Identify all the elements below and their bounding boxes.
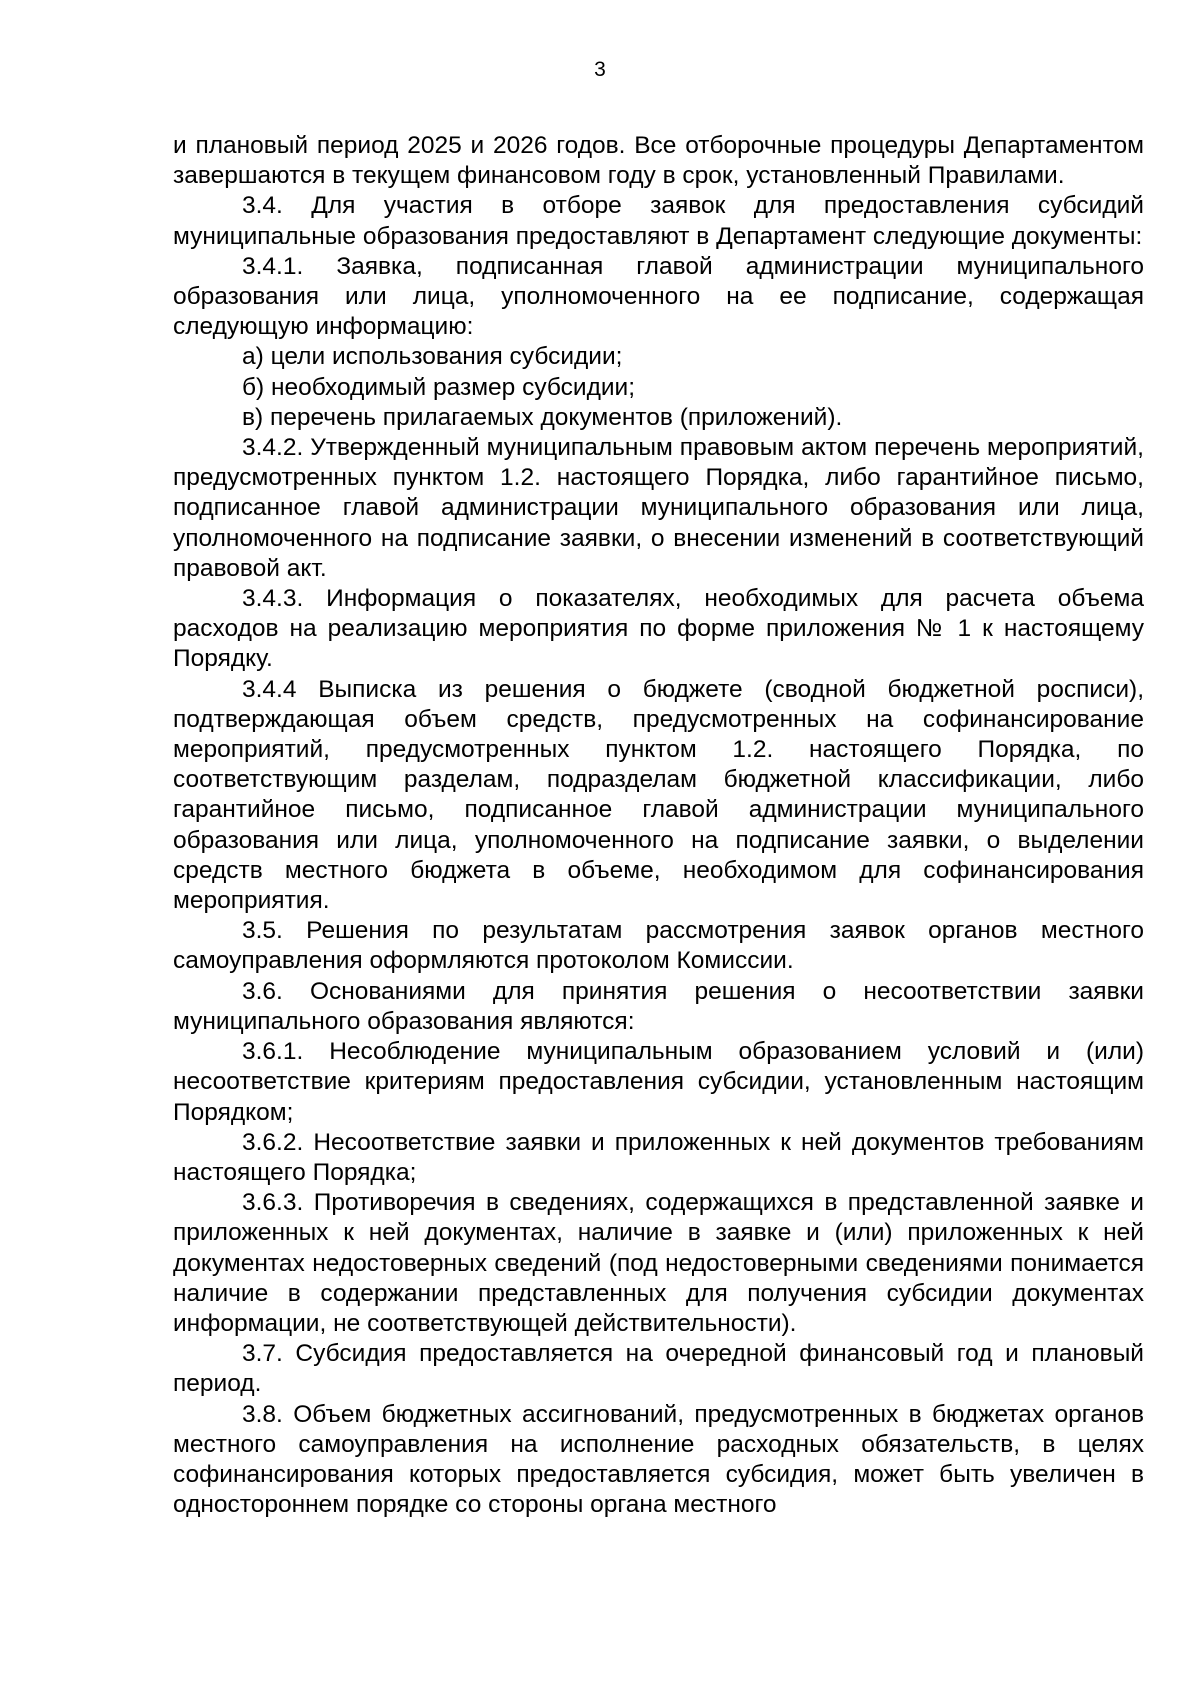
paragraph-3-6-1: 3.6.1. Несоблюдение муниципальным образованием условий и (или) несоответствие критериям предоставления субсидии, установленным настоящим Порядком; (173, 1038, 1144, 1126)
paragraph-3-6: 3.6. Основаниями для принятия решения о несоответствии заявки муниципального образования являются: (173, 977, 1144, 1035)
paragraph-continuation: и плановый период 2025 и 2026 годов. Все отборочные процедуры Департаментом завершаются в текущем финансовом году в срок, установленный Правилами. (173, 132, 1144, 190)
paragraph-3-6-2: 3.6.2. Несоответствие заявки и приложенных к ней документов требованиям настоящего Порядка; (173, 1128, 1144, 1186)
list-item-v: в) перечень прилагаемых документов (приложений). (242, 403, 843, 431)
paragraph-3-7: 3.7. Субсидия предоставляется на очередной финансовый год и плановый период. (173, 1340, 1144, 1398)
list-item-a: а) цели использования субсидии; (242, 343, 623, 371)
paragraph-3-5: 3.5. Решения по результатам рассмотрения заявок органов местного самоуправления оформляются протоколом Комиссии. (173, 917, 1144, 975)
paragraph-3-4-3: 3.4.3. Информация о показателях, необходимых для расчета объема расходов на реализацию мероприятия по форме приложения № 1 к настоящему Порядку. (173, 585, 1144, 673)
paragraph-3-4-4: 3.4.4 Выписка из решения о бюджете (сводной бюджетной росписи), подтверждающая объем средств, предусмотренных на софинансирование мероприятий, предусмотренных пунктом 1.2. настоящего Порядка, по соответствующим разделам, подразделам бюджетной классификации, либо гарантийное письмо, подписанное главой администрации муниципального образования или лица, уполномоченного на подписание заявки, о выделении средств местного бюджета в объеме, необходимом для софинансирования мероприятия. (173, 675, 1144, 915)
document-body (173, 131, 1144, 1520)
paragraph-3-4-1: 3.4.1. Заявка, подписанная главой администрации муниципального образования или лица, уполномоченного на ее подписание, содержащая следующую информацию: (173, 252, 1144, 341)
paragraph-3-4: 3.4. Для участия в отборе заявок для предоставления субсидий муниципальные образования предоставляют в Департамент следующие документы: (173, 192, 1144, 250)
paragraph-3-8: 3.8. Объем бюджетных ассигнований, предусмотренных в бюджетах органов местного самоуправления на исполнение расходных обязательств, в целях софинансирования которых предоставляется субсидия, может быть увеличен в одностороннем порядке со стороны органа местного (173, 1400, 1144, 1519)
list-item-b: б) необходимый размер субсидии; (242, 373, 636, 401)
page-number: 3 (594, 58, 606, 81)
paragraph-3-6-3: 3.6.3. Противоречия в сведениях, содержащихся в представленной заявке и приложенных к ней документах, наличие в заявке и (или) приложенных к ней документах недостоверных сведений (под недостоверными сведениями понимается наличие в содержании представленных для получения субсидии документах информации, не соответствующей действительности). (173, 1189, 1144, 1337)
paragraph-3-4-2: 3.4.2. Утвержденный муниципальным правовым актом перечень мероприятий, предусмотренных пунктом 1.2. настоящего Порядка, либо гарантийное письмо, подписанное главой администрации муниципального образования или лица, уполномоченного на подписание заявки, о внесении изменений в соответствующий правовой акт. (173, 434, 1144, 582)
